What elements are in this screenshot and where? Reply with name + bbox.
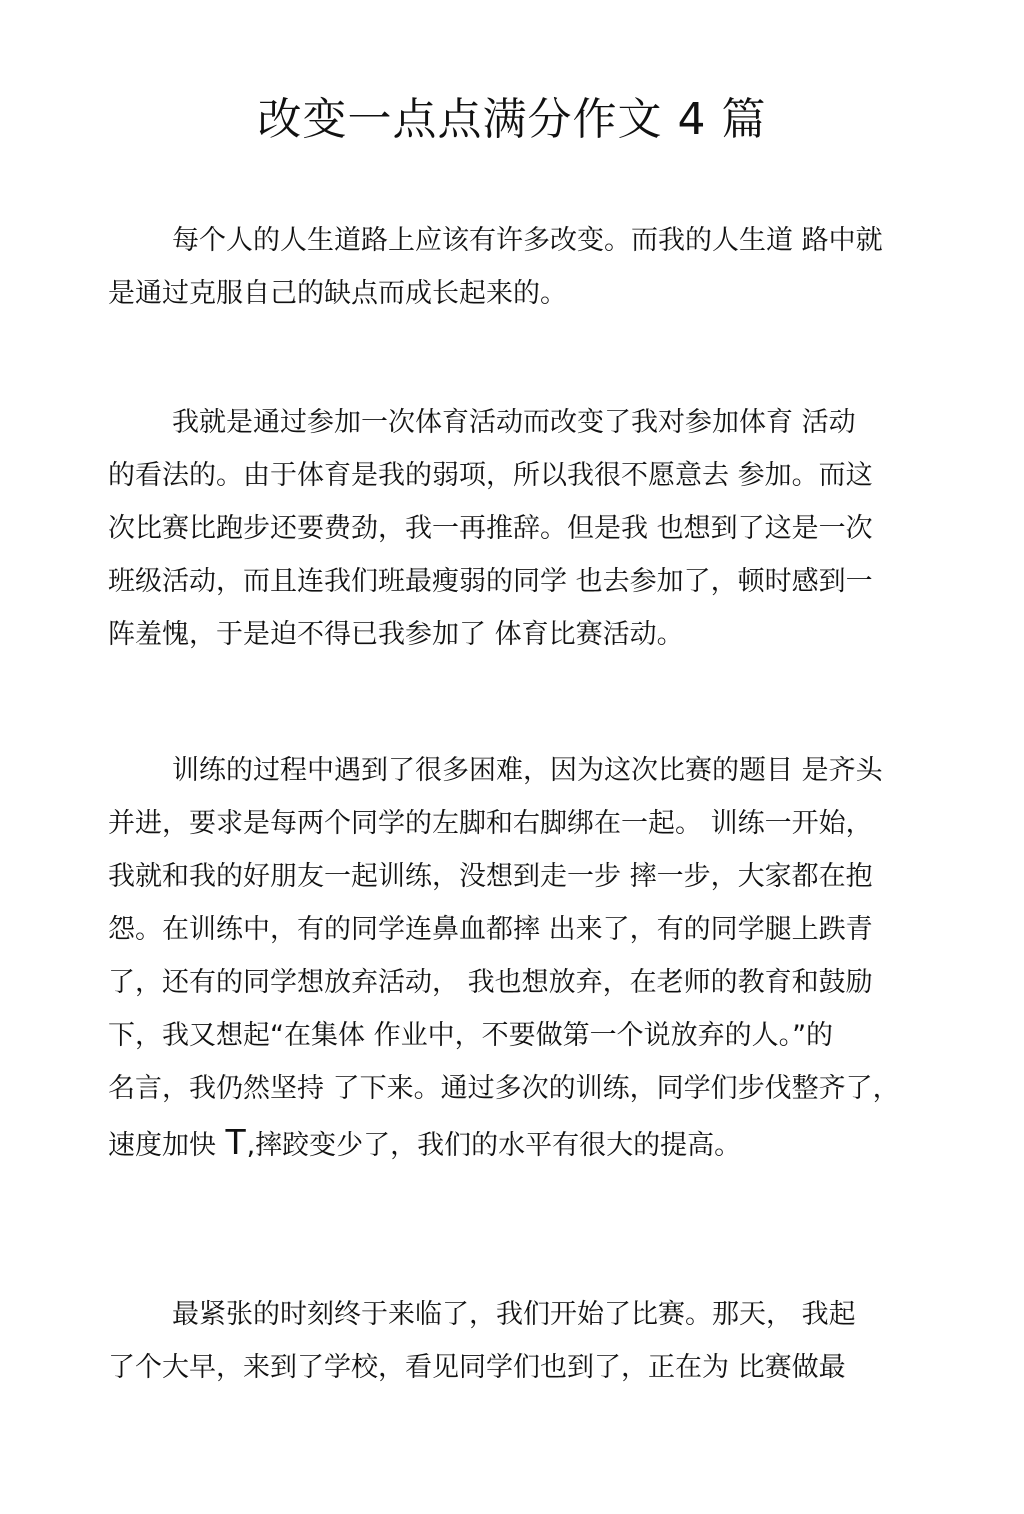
paragraph-line: 训练的过程中遇到了很多困难，因为这次比赛的题目 是齐头	[172, 755, 883, 786]
paragraph-line: 了，还有的同学想放弃活动， 我也想放弃，在老师的教育和鼓励	[108, 967, 873, 998]
paragraph-line: 我就和我的好朋友一起训练，没想到走一步 摔一步，大家都在抱	[108, 861, 873, 892]
paragraph-line: 每个人的人生道路上应该有许多改变。而我的人生道 路中就	[172, 225, 883, 256]
paragraph-line: 怨。在训练中，有的同学连鼻血都摔 出来了，有的同学腿上跌青	[108, 914, 873, 945]
document-title: 改变一点点满分作文 4 篇	[257, 94, 767, 145]
paragraph-line: 并进，要求是每两个同学的左脚和右脚绑在一起。 训练一开始，	[108, 808, 873, 839]
paragraph-line: 最紧张的时刻终于来临了，我们开始了比赛。那天， 我起	[172, 1299, 856, 1330]
paragraph-line: 次比赛比跑步还要费劲，我一再推辞。但是我 也想到了这是一次	[108, 513, 873, 544]
paragraph-line: 我就是通过参加一次体育活动而改变了我对参加体育 活动	[172, 407, 856, 438]
paragraph-line: 班级活动，而且连我们班最瘦弱的同学 也去参加了，顿时感到一	[108, 566, 873, 597]
paragraph-1	[108, 214, 928, 320]
line-text: ,摔跤变少了，我们的水平有很大的提高。	[246, 1130, 742, 1161]
paragraph-line: 下，我又想起“在集体 作业中，不要做第一个说放弃的人。”的	[108, 1020, 834, 1051]
paragraph-line: 了个大早，来到了学校，看见同学们也到了，正在为 比赛做最	[108, 1352, 846, 1383]
paragraph-4	[108, 1288, 928, 1394]
paragraph-line: 名言，我仍然坚持 了下来。通过多次的训练，同学们步伐整齐了，	[108, 1073, 900, 1104]
paragraph-line: 的看法的。由于体育是我的弱项，所以我很不愿意去 参加。而这	[108, 460, 873, 491]
paragraph-line: 是通过克服自己的缺点而成长起来的。	[108, 278, 567, 309]
paragraph-line-last	[108, 1115, 928, 1168]
paragraph-line: 阵羞愧，于是迫不得已我参加了 体育比赛活动。	[108, 619, 684, 650]
line-text: 速度加快	[108, 1130, 225, 1161]
paragraph-3	[108, 744, 928, 1168]
large-letter: T	[224, 1121, 247, 1162]
paragraph-2	[108, 396, 928, 661]
